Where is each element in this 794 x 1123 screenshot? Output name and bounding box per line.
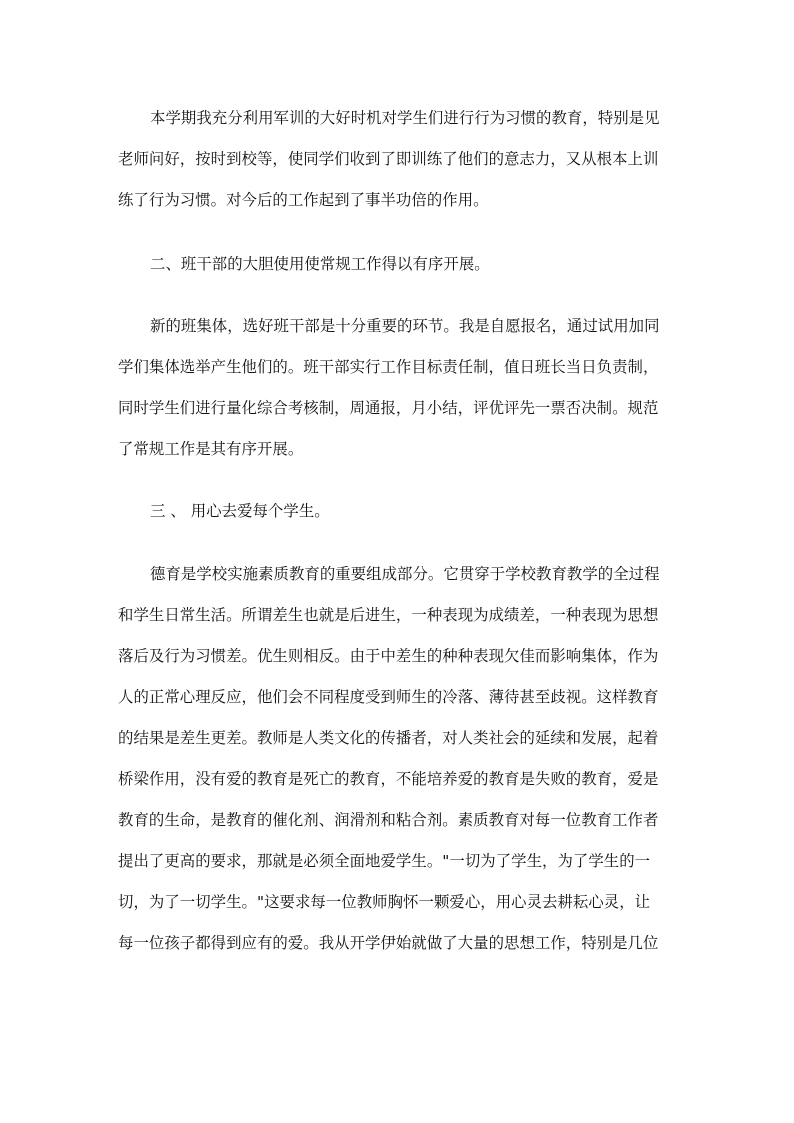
text-line: 和学生日常生活。所谓差生也就是后进生，一种表现为成绩差，一种表现为思想 xyxy=(118,606,659,624)
section-heading: 三 、 用心去爱每个学生。 xyxy=(150,502,330,520)
text-line: 每一位孩子都得到应有的爱。我从开学伊始就做了大量的思想工作，特别是几位 xyxy=(118,934,659,952)
text-line: 学们集体选举产生他们的。班干部实行工作目标责任制，值日班长当日负责制， xyxy=(118,358,659,376)
paragraph-moral-education xyxy=(118,554,678,964)
text-line: 桥梁作用，没有爱的教育是死亡的教育，不能培养爱的教育是失败的教育，爱是 xyxy=(118,770,659,788)
text-line: 德育是学校实施素质教育的重要组成部分。它贯穿于学校教育教学的全过程 xyxy=(150,565,660,583)
text-line: 落后及行为习惯差。优生则相反。由于中差生的种种表现欠佳而影响集体，作为 xyxy=(118,647,659,665)
text-line: 了常规工作是其有序开展。 xyxy=(118,440,304,458)
paragraph-class-cadres xyxy=(118,306,678,470)
text-line: 老师问好，按时到校等，使同学们收到了即训练了他们的意志力，又从根本上训 xyxy=(118,150,659,168)
text-line: 练了行为习惯。对今后的工作起到了事半功倍的作用。 xyxy=(118,191,489,209)
heading-class-cadres xyxy=(118,244,678,285)
paragraph-military-training xyxy=(118,98,678,221)
text-line: 教育的生命，是教育的催化剂、润滑剂和粘合剂。素质教育对每一位教育工作者 xyxy=(118,811,659,829)
text-line: 人的正常心理反应，他们会不同程度受到师生的冷落、薄待甚至歧视。这样教育 xyxy=(118,688,659,706)
heading-love-students xyxy=(118,491,678,532)
text-line: 切，为了一切学生。"这要求每一位教师胸怀一颗爱心，用心灵去耕耘心灵，让 xyxy=(118,893,651,911)
text-line: 本学期我充分利用军训的大好时机对学生们进行行为习惯的教育，特别是见 xyxy=(150,109,660,127)
section-heading: 二、班干部的大胆使用使常规工作得以有序开展。 xyxy=(150,255,490,273)
text-line: 同时学生们进行量化综合考核制，周通报，月小结，评优评先一票否决制。规范 xyxy=(118,399,659,417)
text-line: 的结果是差生更差。教师是人类文化的传播者，对人类社会的延续和发展，起着 xyxy=(118,729,659,747)
text-line: 新的班集体，选好班干部是十分重要的环节。我是自愿报名，通过试用加同 xyxy=(150,317,660,335)
text-line: 提出了更高的要求，那就是必须全面地爱学生。"一切为了学生，为了学生的一 xyxy=(118,852,651,870)
